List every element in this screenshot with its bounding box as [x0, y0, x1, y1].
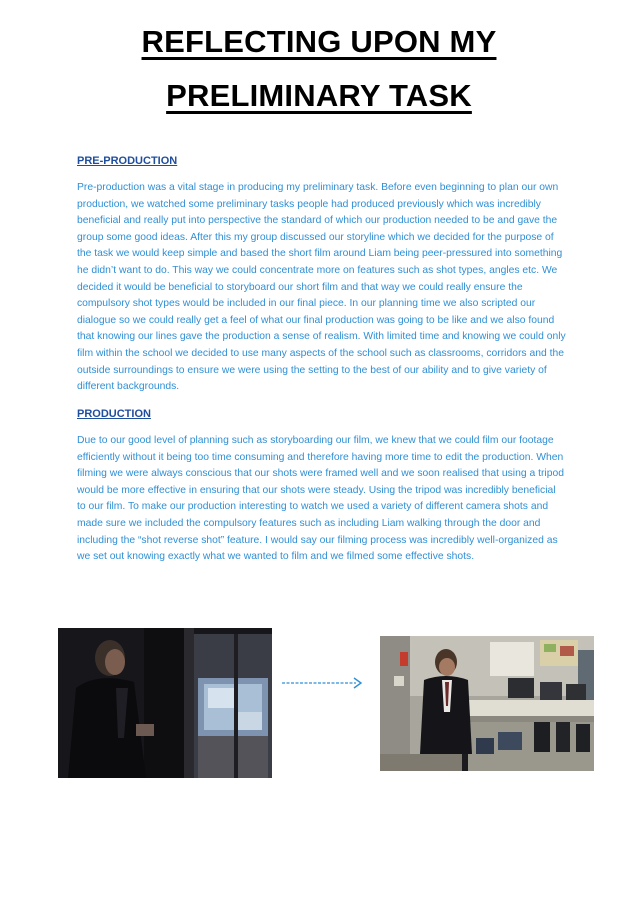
- document-title-line-1: REFLECTING UPON MY: [141, 24, 497, 59]
- classroom-shot-image: [380, 636, 594, 771]
- document-title-line-2: PRELIMINARY TASK: [166, 78, 472, 113]
- film-still-door-shot: [58, 628, 272, 778]
- production-heading: PRODUCTION: [77, 408, 151, 420]
- film-still-classroom-shot: [380, 636, 594, 771]
- production-paragraph: Due to our good level of planning such as storyboarding our film, we knew that we could film our footage efficiently without it being too time consuming and therefore having more time to edit the production. When filming we were always conscious that our shots were framed well and we soon realised that using a tripod would be more effective in ensuring that our shots were steady. Using the tripod was incredibly beneficial to our film. To make our production interesting to watch we used a variety of different camera shots and made sure we included the compulsory features such as including Liam walking through the door and including the “shot reverse shot” feature. I would say our filming process was incredibly well-organized as we set out knowing exactly what we wanted to film and we filmed some effective shots.: [77, 435, 564, 563]
- pre-production-heading: PRE-PRODUCTION: [77, 155, 178, 167]
- pre-production-paragraph: Pre-production was a vital stage in producing my preliminary task. Before even beginning to plan our own production, we watched some preliminary tasks people had produced previously which was incredibly beneficial and really put into perspective the standard of which our production needed to be and gave the group some good ideas. After this my group discussed our storyline which we decided for the purpose of the task we would keep simple and based the short film around Liam being peer-pressured into something he didn’t want to do. This way we could concentrate more on features such as shot types, angles etc. We decided it would be beneficial to storyboard our short film and that way we could really ensure the compulsory shot types would be included in our final piece. In our planning time we also scripted our dialogue so we could really get a feel of what our final production was going to be like and we also found that knowing our lines gave the production a sense of realism. With limited time and knowing we could only film within the school we decided to use many aspects of the school such as classrooms, corridors and the outside surroundings to ensure we were using the setting to the best of our ability and to give variety of different backgrounds.: [77, 182, 566, 393]
- dashed-arrow-icon: [282, 676, 364, 690]
- door-shot-image: [58, 628, 272, 778]
